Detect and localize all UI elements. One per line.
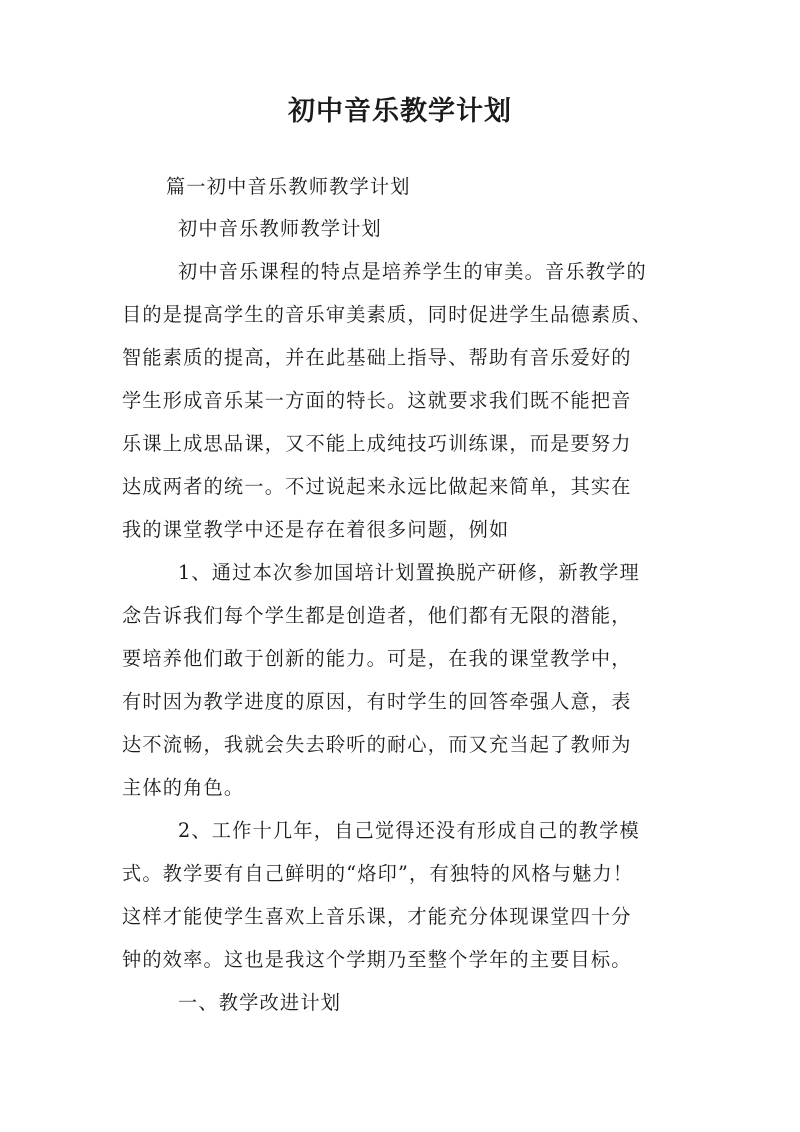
paragraph-line: 2、工作十几年，自己觉得还没有形成自己的教学模 bbox=[178, 819, 640, 842]
section-heading: 篇一初中音乐教师教学计划 bbox=[166, 175, 411, 198]
paragraph-line: 目的是提高学生的音乐审美素质，同时促进学生品德素质、 bbox=[122, 303, 653, 326]
paragraph-line: 钟的效率。这也是我这个学期乃至整个学年的主要目标。 bbox=[122, 948, 632, 971]
paragraph-line: 学生形成音乐某一方面的特长。这就要求我们既不能把音 bbox=[122, 389, 632, 412]
paragraph-line: 式。教学要有自己鲜明的“烙印”，有独特的风格与魅力！ bbox=[122, 862, 634, 885]
paragraph-line: 念告诉我们每个学生都是创造者，他们都有无限的潜能， bbox=[122, 604, 632, 627]
paragraph-line: 我的课堂教学中还是存在着很多问题，例如 bbox=[122, 518, 510, 541]
paragraph-line: 达成两者的统一。不过说起来永远比做起来简单，其实在 bbox=[122, 475, 632, 498]
paragraph-line: 主体的角色。 bbox=[122, 776, 245, 799]
paragraph-line: 这样才能使学生喜欢上音乐课，才能充分体现课堂四十分 bbox=[122, 905, 632, 928]
paragraph-line: 达不流畅，我就会失去聆听的耐心，而又充当起了教师为 bbox=[122, 733, 632, 756]
paragraph-line: 有时因为教学进度的原因，有时学生的回答牵强人意，表 bbox=[122, 690, 632, 713]
paragraph-line: 初中音乐课程的特点是培养学生的审美。音乐教学的 bbox=[178, 260, 647, 283]
paragraph-line: 智能素质的提高，并在此基础上指导、帮助有音乐爱好的 bbox=[122, 346, 632, 369]
paragraph-line: 1、通过本次参加国培计划置换脱产研修，新教学理 bbox=[178, 561, 640, 584]
paragraph-line: 要培养他们敢于创新的能力。可是，在我的课堂教学中， bbox=[122, 647, 632, 670]
paragraph-line: 乐课上成思品课，又不能上成纯技巧训练课，而是要努力 bbox=[122, 432, 632, 455]
section-heading: 一、教学改进计划 bbox=[178, 991, 342, 1014]
document-title: 初中音乐教学计划 bbox=[288, 96, 512, 127]
subsection-heading: 初中音乐教师教学计划 bbox=[178, 217, 382, 240]
